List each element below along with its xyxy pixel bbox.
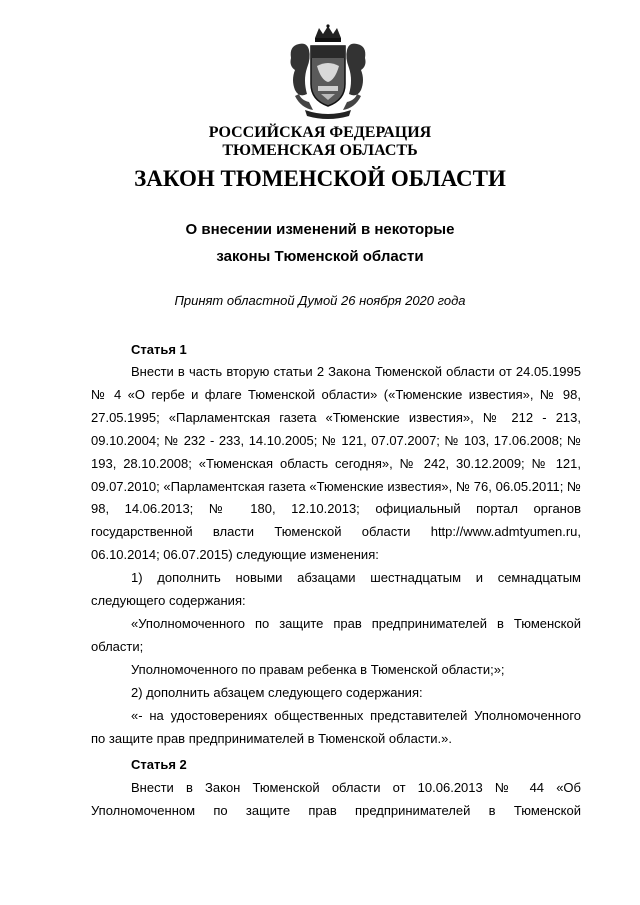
adoption-note: Принят областной Думой 26 ноября 2020 года (174, 293, 466, 308)
article-1-body (91, 361, 581, 750)
coat-of-arms-icon (285, 24, 371, 120)
paragraph: 2) дополнить абзацем следующего содержания: (131, 684, 423, 700)
paragraph: «Уполномоченного по защите прав предпринимателей в Тюменской области; (91, 615, 581, 654)
paragraph: Уполномоченного по правам ребенка в Тюменской области;»; (131, 661, 505, 677)
article-2-heading: Статья 2 (131, 757, 187, 772)
article-1-heading: Статья 1 (131, 342, 187, 357)
law-title-line-2: законы Тюменской области (216, 248, 424, 265)
article-2-body (91, 777, 581, 823)
paragraph: «- на удостоверениях общественных представителей Уполномоченного по защите прав предпринимателей в Тюменской области.». (91, 707, 581, 746)
paragraph: Внести в Закон Тюменской области от 10.06.2013 № 44 «Об Уполномоченном по защите прав предпринимателей в Тюменской (91, 780, 581, 818)
law-title-line-1: О внесении изменений в некоторые (185, 221, 455, 238)
paragraph: 1) дополнить новыми абзацами шестнадцатым и семнадцатым следующего содержания: (91, 570, 581, 609)
region-name: ТЮМЕНСКАЯ ОБЛАСТЬ (222, 142, 418, 159)
country-name: РОССИЙСКАЯ ФЕДЕРАЦИЯ (208, 124, 432, 141)
document-type: ЗАКОН ТЮМЕНСКОЙ ОБЛАСТИ (134, 166, 506, 191)
paragraph: Внести в часть вторую статьи 2 Закона Тюменской области от 24.05.1995 № 4 «О гербе и флаге Тюменской области» («Тюменские известия», № 98, 27.05.1995; «Парламентская газета «Тюменские известия», № 212 - 213, 09.10.2004; № 232 - 233, 14.10.2005; № 121, 07.07.2007; № 103, 17.06.2008; № 193, 28.10.2008; «Тюменская область сегодня», № 242, 30.12.2009; № 121, 09.07.2010; «Парламентская газета «Тюменские известия», № 76, 06.05.2011; № 98, 14.06.2013; № 180, 12.10.2013; официальный портал органов государственной власти Тюменской области http://www.admtyumen.ru, 06.10.2014; 06.07.2015) следующие изменения: (91, 364, 581, 563)
